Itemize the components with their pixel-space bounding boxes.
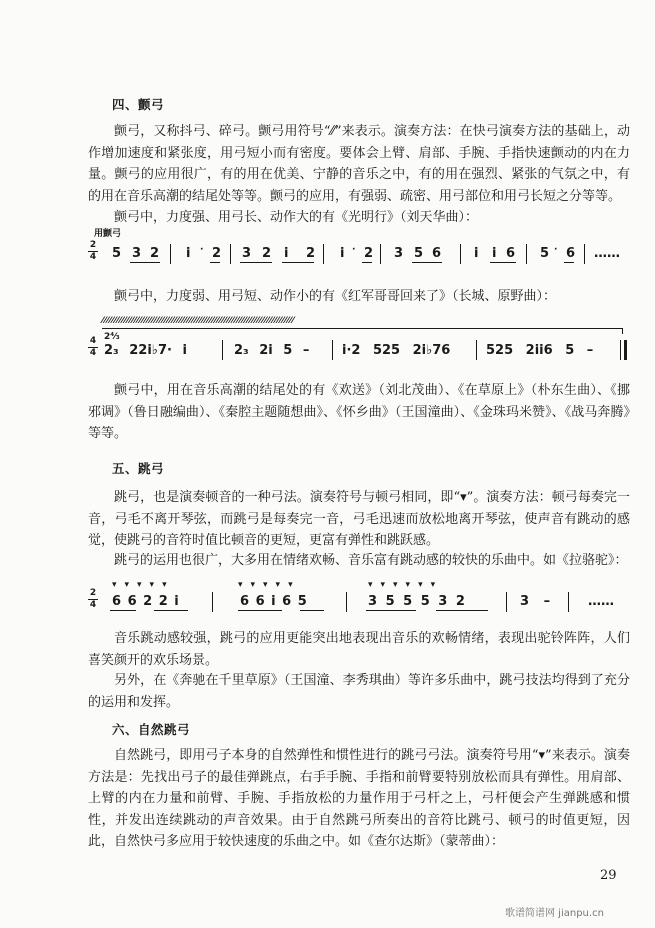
score-ending: …… xyxy=(594,246,620,261)
measure: 2₃ 2i 5 – xyxy=(234,343,310,358)
note: 5 xyxy=(414,246,424,261)
note: 5 xyxy=(112,246,122,261)
measure: 525 2ii6 5 – xyxy=(486,343,594,358)
paragraph: 颤弓中，力度弱、用弓短、动作小的有《红军哥哥回来了》（长城、原野曲）： xyxy=(114,289,557,304)
note: 2 xyxy=(306,246,316,261)
paragraph: 音乐跳动感较强，跳弓的应用更能突出地表现出音乐的欢畅情绪，表现出驼铃阵阵，人们喜笑颜开的欢乐场景。 xyxy=(88,631,630,668)
note: i xyxy=(474,246,479,261)
note: 3 xyxy=(394,246,404,261)
paragraph: 颤弓中，力度强、用弓长、动作大的有《光明行》（刘天华曲）： xyxy=(114,210,479,225)
measure: 3 5 5 5 3 2 xyxy=(368,594,465,609)
note: 3 xyxy=(132,246,142,261)
measure: 2₃ 22i♭7· i xyxy=(104,343,187,358)
note: 6 xyxy=(506,246,516,261)
section-heading-tremolo-bow: 四、颤弓 xyxy=(112,97,165,112)
score-label: 用颤弓 xyxy=(94,229,122,239)
page-number: 29 xyxy=(600,868,617,883)
paragraph: 颤弓，又称抖弓、碎弓。颤弓用符号“⁄⁄”来表示。演奏方法：在快弓演奏方法的基础上，动作增加速度和紧张度，用弓短小而有密度。要体会上臂、肩部、手腕、手指快速颤动的内在力量。颤弓的应用很广，有的用在优美、宁静的音乐之中，有的用在强烈、紧张的气氛之中，有的用在音乐高潮的结尾处等等。颤弓的应用，有强弱、疏密、用弓部位和用弓长短之分等等。 xyxy=(88,124,630,204)
score-ending: …… xyxy=(588,594,614,609)
note: 6 xyxy=(432,246,442,261)
grace-note: 2⁴⁄₃ xyxy=(104,332,120,342)
paragraph: 颤弓中，用在音乐高潮的结尾处的有《欢送》（刘北茂曲）、《在草原上》（朴东生曲）、《挪邪调》（鲁日融编曲）、《秦腔主题随想曲》、《怀乡曲》（王国潼曲）、《金珠玛米赞》、《战马奔腾》等等。 xyxy=(88,383,630,441)
note: 2 xyxy=(262,246,272,261)
staccato-marks: ▾▾▾▾▾▾ xyxy=(368,580,444,590)
note: i xyxy=(340,246,345,261)
staccato-marks: ▾▾▾▾▾ xyxy=(238,580,301,590)
section-heading-jump-bow: 五、跳弓 xyxy=(112,461,165,476)
section-heading-natural-jump-bow: 六、自然跳弓 xyxy=(112,722,191,737)
paragraph: 跳弓，也是演奏顿音的一种弓法。演奏符号与顿弓相同，即“▾”。演奏方法：顿弓每奏完一音，弓毛不离开琴弦，而跳弓是每奏完一音，弓毛迅速而放松地离开琴弦，使声音有跳动的感觉，使跳弓的音符时值比顿音的更短，更富有弹性和跳跃感。 xyxy=(88,490,630,548)
note: 2 xyxy=(212,246,222,261)
note: 2 xyxy=(150,246,160,261)
measure: i·2 525 2i♭76 xyxy=(342,343,451,358)
note: i xyxy=(186,246,191,261)
note: 5 xyxy=(540,246,550,261)
note: i xyxy=(492,246,497,261)
paragraph: 另外，在《奔驰在千里草原》（王国潼、李秀琪曲）等许多乐曲中，跳弓技法均得到了充分的运用和发挥。 xyxy=(88,673,630,710)
music-score-3 xyxy=(88,578,628,618)
measure: 3 – xyxy=(520,594,551,609)
time-signature: 4 4 xyxy=(89,336,97,358)
paragraph: 跳弓的运用也很广，大多用在情绪欢畅、音乐富有跳动感的较快的乐曲中。如《拉骆驼》： xyxy=(114,553,628,568)
note: i xyxy=(284,246,289,261)
note: 3 xyxy=(242,246,252,261)
note: 2 xyxy=(364,246,374,261)
measure: 6 6 i 6 5 xyxy=(240,594,307,609)
note: 6 xyxy=(566,246,576,261)
measure: 6 6 2 2 i xyxy=(112,594,179,609)
tremolo-line: ⁄⁄⁄⁄⁄⁄⁄⁄⁄⁄⁄⁄⁄⁄⁄⁄⁄⁄⁄⁄⁄⁄⁄⁄⁄⁄⁄⁄⁄⁄⁄⁄⁄⁄⁄⁄⁄⁄⁄⁄⁄⁄⁄⁄⁄⁄⁄⁄⁄⁄⁄⁄⁄⁄⁄⁄⁄⁄⁄⁄⁄⁄⁄⁄⁄⁄⁄⁄⁄⁄⁄⁄⁄⁄⁄⁄⁄ xyxy=(102,316,295,326)
time-signature: 2 4 xyxy=(89,588,97,610)
staccato-marks: ▾▾▾▾▾ xyxy=(112,580,175,590)
paragraph: 自然跳弓，即用弓子本身的自然弹性和惯性进行的跳弓弓法。演奏符号用“▾”来表示。演奏方法是：先找出弓子的最佳弹跳点，右手手腕、手指和前臂要特别放松而具有弹性。用肩部、上臂的内在力量和前臂、手腕、手指放松的力量作用于弓杆之上，弓杆便会产生弹跳感和惯性，并发出连续跳动的声音效果。由于自然跳弓所奏出的音符比跳弓、顿弓的时值更短，因此，自然快弓多应用于较快速度的乐曲之中。如《查尔达斯》（蒙蒂曲）： xyxy=(88,748,630,849)
music-score-1: 用颤弓 2 4 5 3 2 i · 2 3 2 i 2 i · 2 3 5 6 i i 6 5 · 6 …… xyxy=(88,226,628,266)
music-score-2 xyxy=(88,316,633,362)
time-signature: 2 4 xyxy=(89,240,97,262)
watermark: 歌谱简谱网 jianpu.cn xyxy=(505,908,604,919)
